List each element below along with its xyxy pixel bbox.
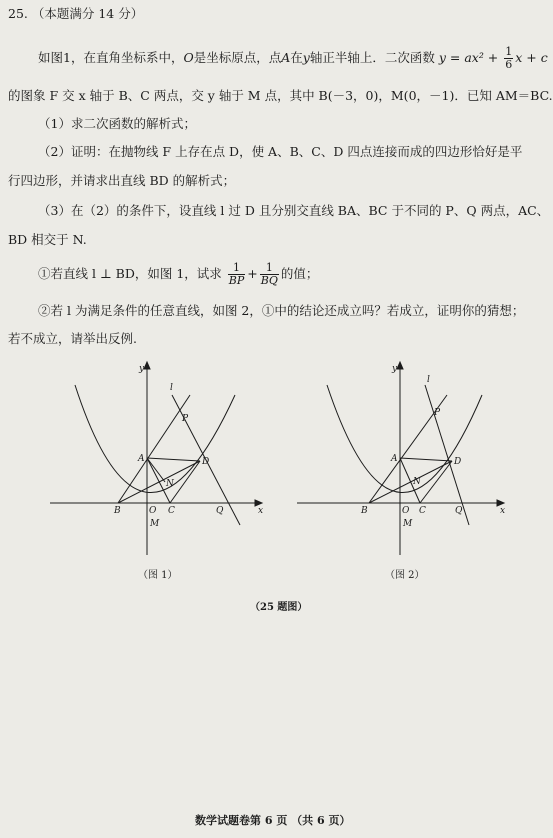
label-C: C — [419, 506, 426, 516]
sub1-text: ①若直线 l ⊥ BD，如图 1，试求 — [38, 266, 222, 281]
page-footer: 数学试题卷第 6 页 （共 6 页） — [195, 814, 351, 827]
fraction-1-over-BQ — [260, 262, 279, 287]
figure-1 — [50, 355, 290, 565]
intro-text-3: 在 — [290, 50, 303, 65]
part-2-line-2: 行四边形，并请求出直线 BD 的解析式； — [8, 173, 236, 188]
intro-y: y — [302, 50, 310, 65]
sub1-tail: 的值； — [280, 266, 319, 281]
parabola — [75, 385, 235, 493]
label-B: B — [361, 506, 368, 516]
label-N: N — [413, 477, 421, 487]
segment-DC — [420, 461, 452, 503]
function-rhs: x + c — [515, 50, 548, 65]
sub-question-1 — [38, 262, 318, 287]
function-fraction — [504, 46, 513, 71]
label-N: N — [166, 479, 174, 489]
function-fraction-num: 1 — [505, 45, 513, 58]
function-fraction-den: 6 — [505, 58, 513, 71]
label-A: A — [391, 454, 398, 464]
frac2-num: 1 — [260, 262, 279, 275]
label-M: M — [150, 519, 160, 529]
label-A: A — [138, 454, 145, 464]
label-P: P — [182, 414, 189, 424]
part-3-line-1: （3）在（2）的条件下，设直线 l 过 D 且分别交直线 BA、BC 于不同的 P、Q 两点，AC、 — [38, 203, 550, 218]
label-x: x — [258, 506, 264, 516]
intro-text-2: 是坐标原点，点 — [193, 50, 282, 65]
part-1: （1）求二次函数的解析式； — [38, 116, 196, 131]
label-O: O — [402, 506, 410, 516]
question-points: （本题满分 14 分） — [31, 6, 144, 21]
segment-DC — [170, 461, 200, 503]
frac1-num: 1 — [228, 262, 246, 275]
intro-O: O — [183, 50, 194, 65]
segment-AD — [400, 458, 452, 461]
question-header — [8, 6, 143, 22]
y-axis-arrow — [397, 362, 403, 369]
question-number: 25. — [8, 6, 28, 21]
label-B: B — [114, 506, 121, 516]
intro-line — [38, 46, 548, 71]
line-l — [425, 385, 469, 525]
label-D: D — [202, 457, 210, 467]
label-x: x — [500, 506, 506, 516]
sub-question-2-line-2: 若不成立，请举出反例. — [8, 331, 137, 346]
figure-2 — [297, 355, 537, 565]
label-l: l — [170, 383, 173, 393]
part-2-line-1: （2）证明：在抛物线 F 上存在点 D，使 A、B、C、D 四点连接而成的四边形恰好是平 — [38, 144, 523, 159]
label-Q: Q — [455, 506, 463, 516]
figures-group-caption: （25 题图） — [250, 602, 308, 613]
label-Q: Q — [216, 506, 224, 516]
intro-text-1: 如图1，在直角坐标系中， — [38, 50, 184, 65]
label-y: y — [392, 364, 398, 374]
label-l: l — [427, 375, 430, 385]
label-P: P — [434, 408, 441, 418]
intro-text-4: 轴正半轴上．二次函数 — [309, 50, 435, 65]
label-C: C — [168, 506, 175, 516]
intro-A: A — [281, 50, 291, 65]
label-y: y — [139, 364, 145, 374]
label-D: D — [454, 457, 462, 467]
figure-1-caption: （图 1） — [138, 570, 178, 581]
line-BA — [118, 395, 190, 503]
sub-question-2-line-1: ②若 l 为满足条件的任意直线，如图 2，①中的结论还成立吗？若成立，证明你的猜想； — [38, 303, 525, 318]
frac1-den: BP — [228, 274, 245, 287]
label-M: M — [403, 519, 413, 529]
y-axis-arrow — [144, 362, 150, 369]
label-O: O — [149, 506, 157, 516]
segment-AN — [147, 458, 165, 482]
function-lhs: y = ax² + — [438, 50, 499, 65]
fraction-1-over-BP — [228, 262, 246, 287]
figure-2-caption: （图 2） — [385, 570, 425, 581]
condition-line: 的图象 F 交 x 轴于 B、C 两点，交 y 轴于 M 点，其中 B(－3，0)，M(0，－1)．已知 AM＝BC. — [8, 88, 553, 103]
parabola — [327, 385, 482, 493]
plus-sign: + — [247, 266, 258, 281]
frac2-den: BQ — [260, 274, 278, 287]
part-3-line-2: BD 相交于 N. — [8, 232, 87, 247]
segment-AD — [147, 458, 200, 461]
